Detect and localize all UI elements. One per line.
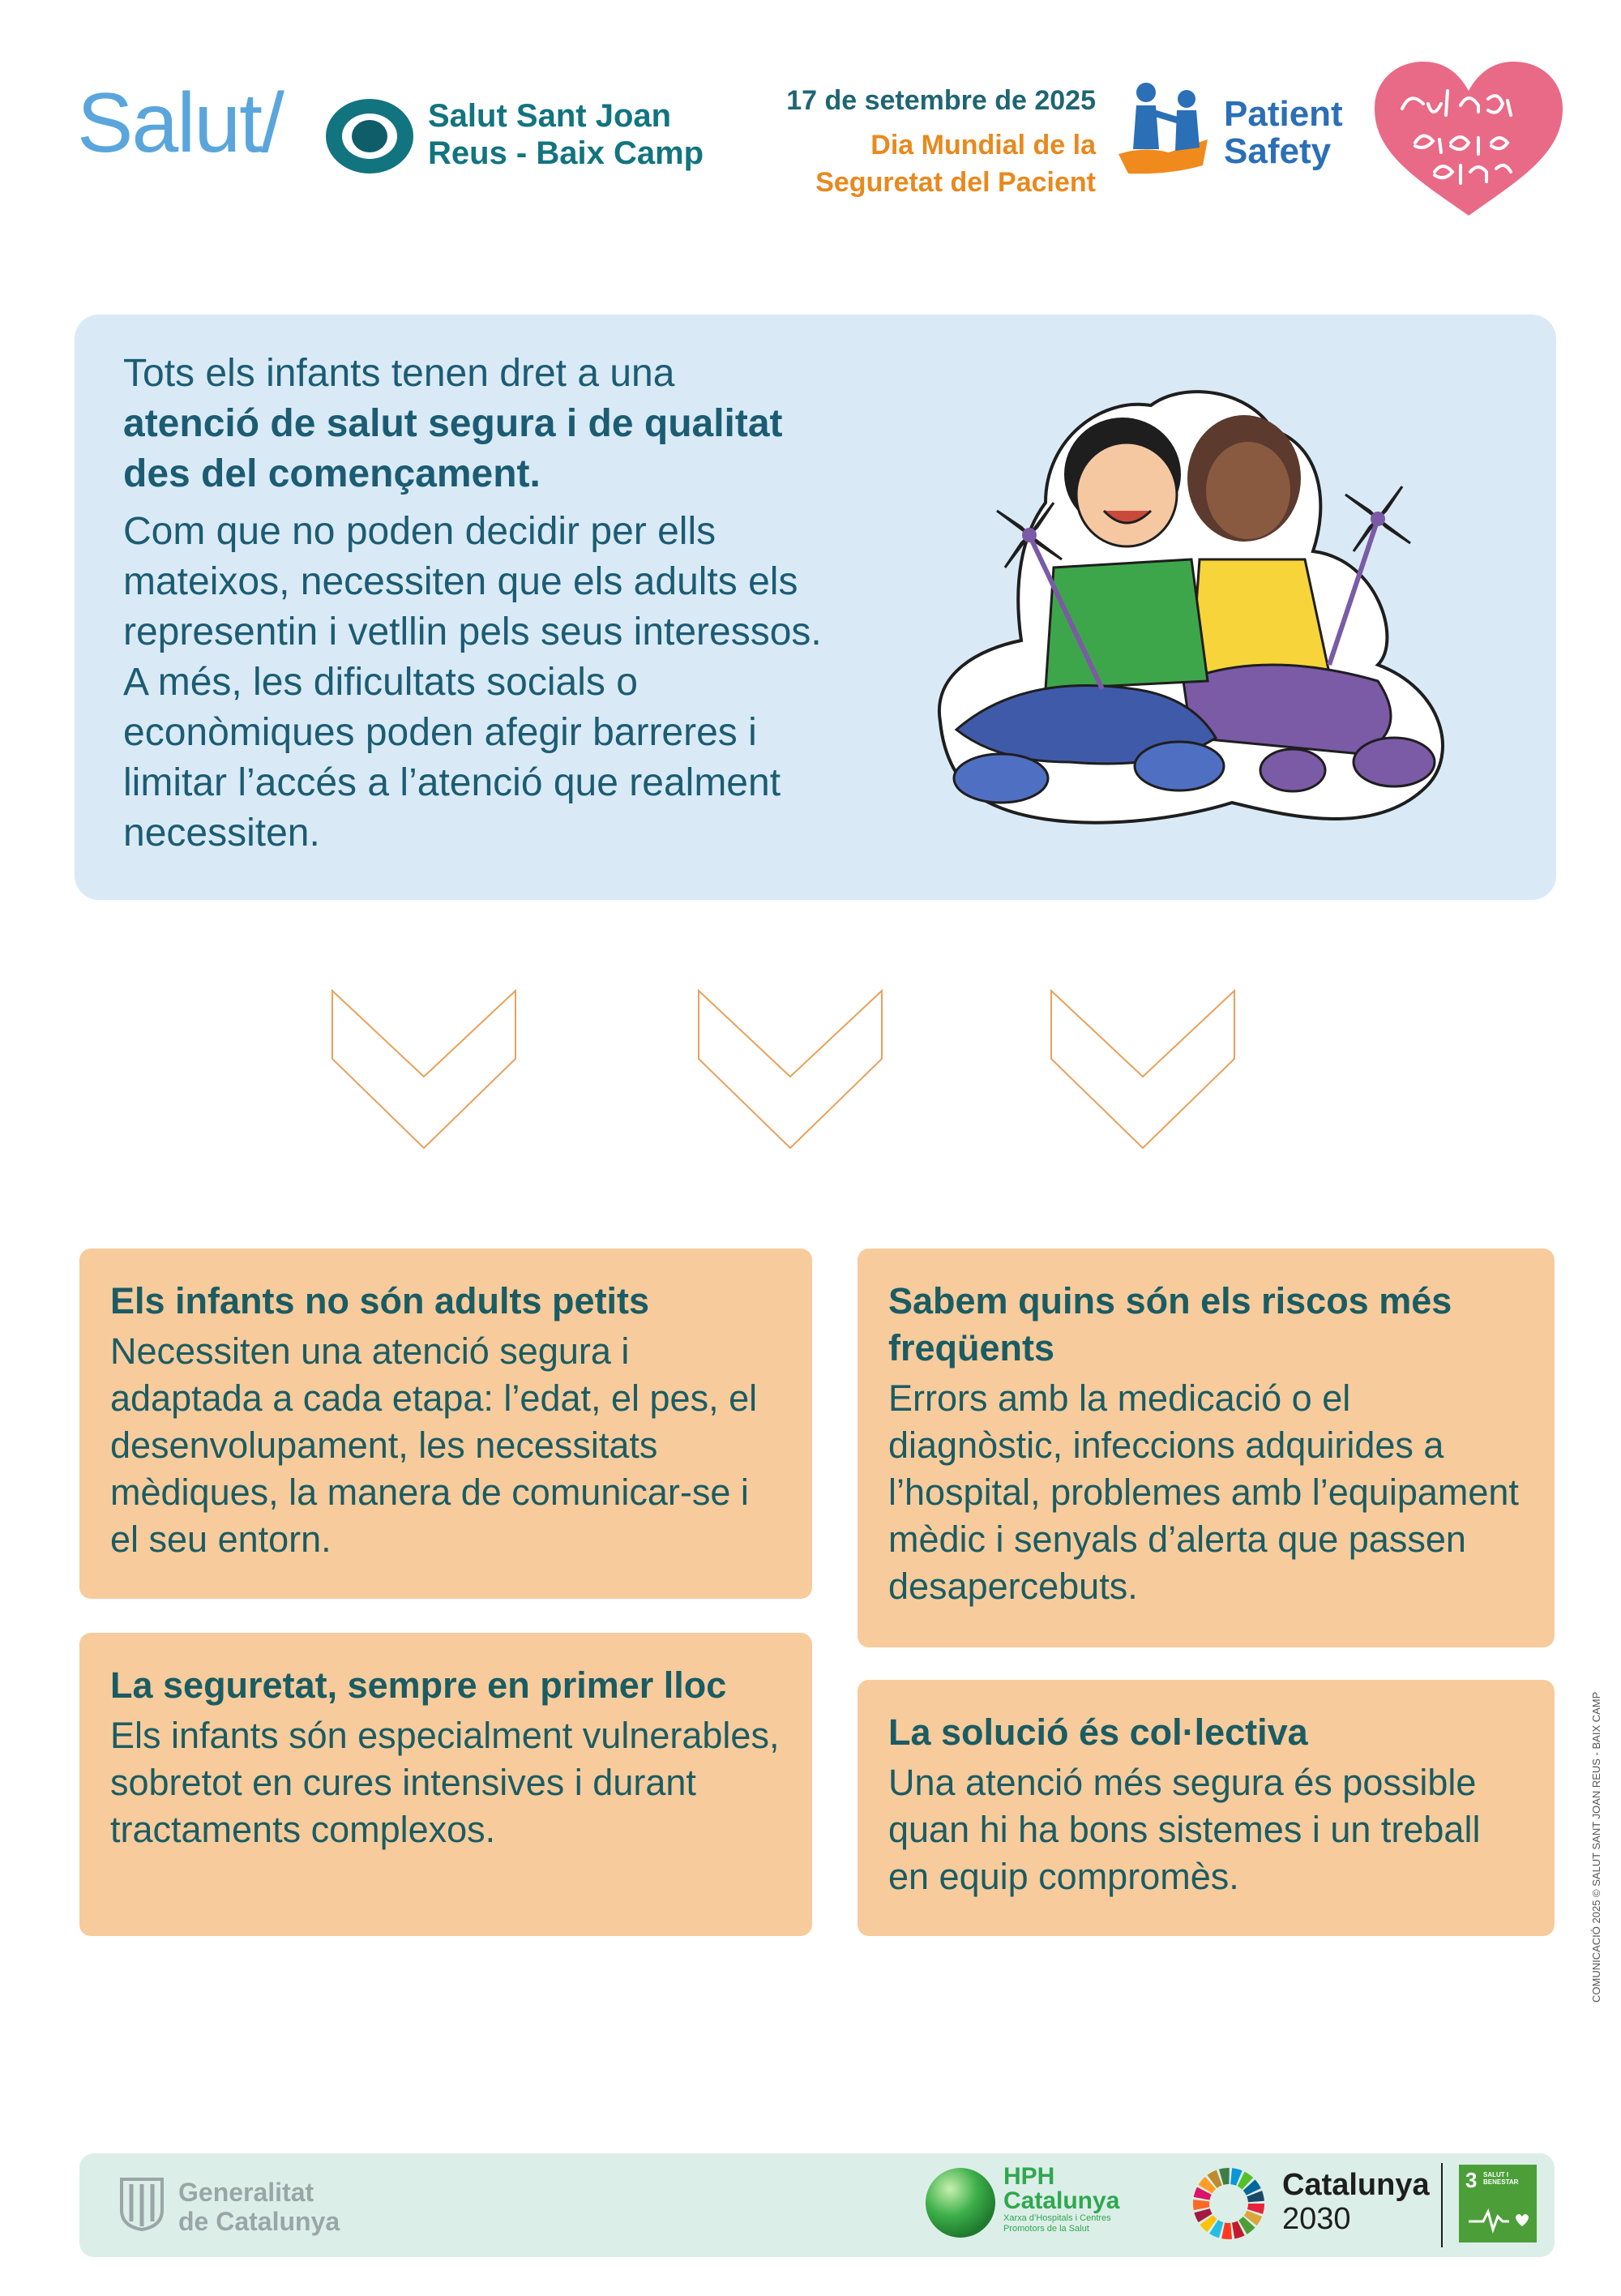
sdg-wheel-icon (1191, 2166, 1266, 2241)
patient-safety-line1: Patient (1224, 94, 1343, 134)
children-illustration (924, 381, 1491, 835)
event-date: 17 de setembre de 2025 (786, 85, 1096, 116)
org-name-line2: Reus - Baix Camp (428, 135, 704, 171)
event-name (729, 126, 1096, 201)
sdg-label: SALUT I BENESTAR (1483, 2171, 1519, 2186)
hph-title-line1: HPH (1003, 2163, 1055, 2190)
card-body: Necessiten una atenció segura i adaptada a cada etapa: l’edat, el pes, el desenvolupament, les necessitats mèdiques, la manera de comunicar-se i el seu entorn. (110, 1330, 758, 1560)
event-name-line1: Dia Mundial de la (870, 130, 1096, 161)
hph-title-line2: Catalunya (1003, 2187, 1120, 2214)
card-body: Errors amb la medicació o el diagnòstic, infeccions adquirides a l’hospital, problemes amb l’equipament mèdic i senyals d’alerta que passen desapercebuts. (888, 1377, 1519, 1607)
patient-safety-label (1224, 96, 1343, 170)
info-card (79, 1249, 812, 1599)
sdg-wheel-segment (1221, 2223, 1232, 2239)
sdg-3-icon (1459, 2165, 1537, 2242)
intro-lead (123, 349, 820, 499)
card-title: La solució és col·lectiva (888, 1711, 1308, 1753)
generalitat-line1: Generalitat (178, 2178, 314, 2207)
hph-sub-line2: Promotors de la Salut (1003, 2224, 1089, 2234)
intro-body: Com que no poden decidir per ells mateixos, necessiten que els adults els representin i vetllin pels seus interessos. A més, les dificultats socials o econòmiques poden afegir barreres i limitar l’accés a l’atenció que realment necessiten. (123, 510, 822, 855)
org-name-line1: Salut Sant Joan (428, 98, 672, 134)
hph-sub-line1: Xarxa d’Hospitals i Centres (1003, 2213, 1111, 2223)
info-card (858, 1249, 1555, 1647)
salut-sant-joan-logo-icon (323, 96, 417, 177)
generalitat-emblem-icon (118, 2176, 165, 2231)
info-card (858, 1680, 1555, 1936)
chevron-down-icon (331, 989, 517, 1151)
sdg-wheel-segment (1193, 2200, 1209, 2210)
agenda-line1: Catalunya (1282, 2168, 1430, 2202)
copyright-notice: COMUNICACIÓ 2025 © SALUT SANT JOAN REUS - BAIX CAMP (1590, 1691, 1602, 2003)
footer-divider (1441, 2163, 1443, 2247)
generalitat-line2: de Catalunya (178, 2207, 340, 2236)
generalitat-label (178, 2178, 340, 2236)
info-card (79, 1633, 812, 1936)
card-title: La seguretat, sempre en primer lloc (110, 1664, 727, 1706)
patient-safety-icon (1112, 75, 1219, 182)
intro-lead-plain: Tots els infants tenen dret a una (123, 352, 675, 395)
card-body: Els infants són especialment vulnerables, sobretot en cures intensives i durant tractaments complexos. (110, 1715, 780, 1850)
patient-safety-line2: Safety (1224, 131, 1332, 171)
hph-ball-icon (924, 2166, 997, 2239)
sdg-number: 3 (1465, 2168, 1478, 2192)
salut-brand: Salut/ (77, 76, 283, 170)
hph-label (1003, 2165, 1119, 2234)
chevron-down-icon (1050, 989, 1236, 1151)
chevron-down-icon (697, 989, 883, 1151)
card-title: Sabem quins són els riscos més freqüents (888, 1280, 1452, 1369)
card-body: Una atenció més segura és possible quan hi ha bons sistemes i un treball en equip compromès. (888, 1762, 1481, 1897)
heartbeat-icon (1467, 2205, 1529, 2234)
card-title: Els infants no són adults petits (110, 1280, 650, 1321)
agenda-line2: 2030 (1282, 2202, 1351, 2236)
intro-lead-bold: atenció de salut segura i de qualitat des del començament. (123, 402, 783, 495)
catalunya-2030-label (1282, 2168, 1430, 2236)
org-name (428, 97, 704, 172)
heart-logo-icon (1370, 58, 1568, 219)
event-name-line2: Seguretat del Pacient (815, 167, 1096, 198)
